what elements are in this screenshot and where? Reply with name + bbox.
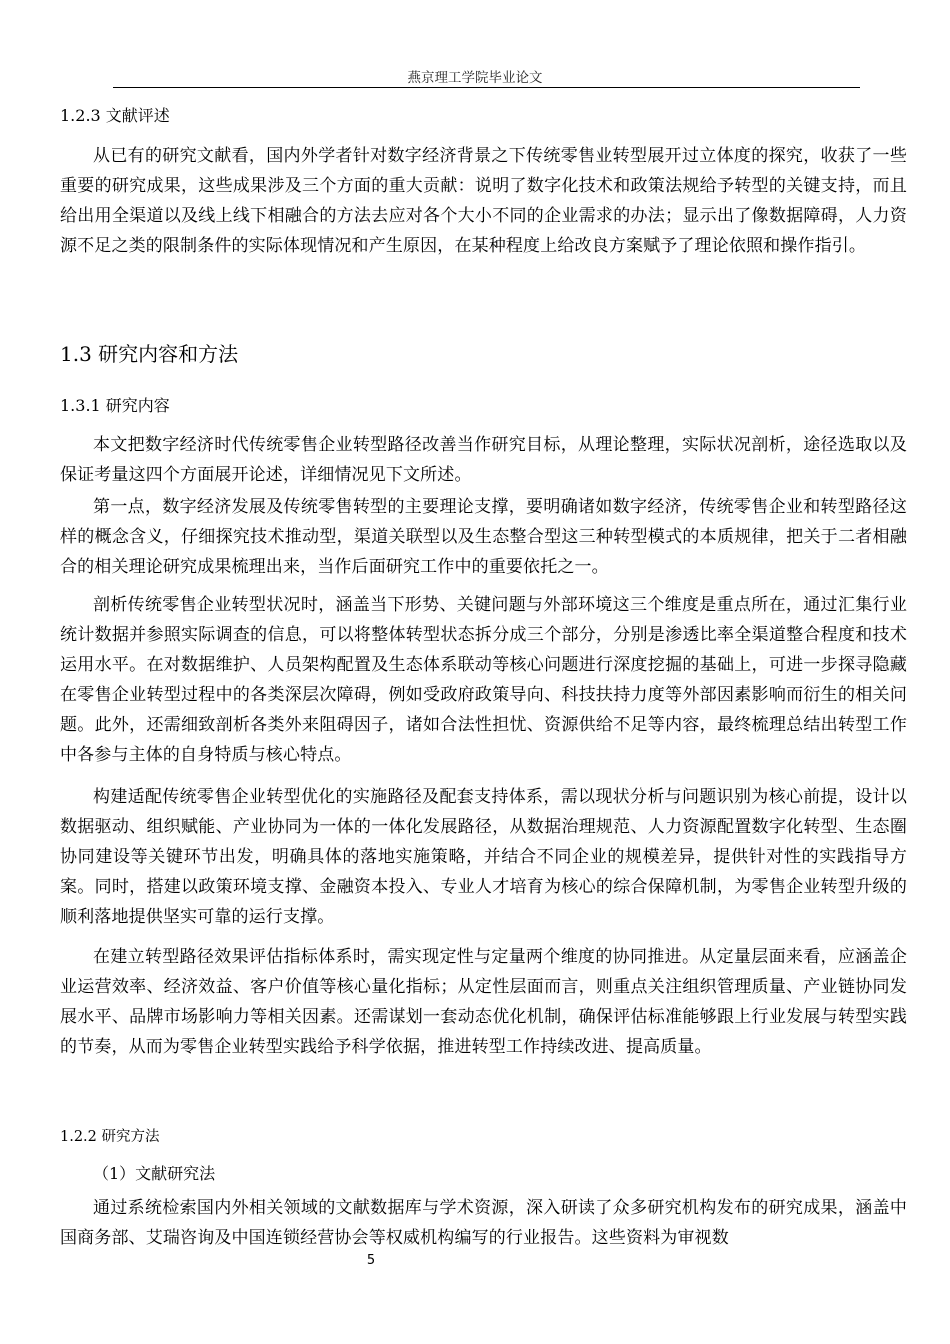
paragraph-content-point-1: 第一点，数字经济发展及传统零售转型的主要理论支撑，要明确诸如数字经济，传统零售企业和转型路径这样的概念含义，仔细探究技术推动型，渠道关联型以及生态整合型这三种转型模式的本质规律，把关于二者相融合的相关理论研究成果梳理出来，当作后面研究工作中的重要依托之一。 <box>60 497 907 577</box>
paragraph-content-point-4: 在建立转型路径效果评估指标体系时，需实现定性与定量两个维度的协同推进。从定量层面来看，应涵盖企业运营效率、经济效益、客户价值等核心量化指标；从定性层面而言，则重点关注组织管理质量、产业链协同发展水平、品牌市场影响力等相关因素。还需谋划一套动态优化机制，确保评估标准能够跟上行业发展与转型实践的节奏，从而为零售企业转型实践给予科学依据，推进转型工作持续改进、提高质量。 <box>60 947 907 1057</box>
header-rule <box>113 87 860 88</box>
section-heading-1-3-1: 1.3.1 研究内容 <box>60 396 170 415</box>
subheading-literature-method: （1）文献研究法 <box>93 1164 216 1183</box>
paragraph-content-intro: 本文把数字经济时代传统零售企业转型路径改善当作研究目标，从理论整理，实际状况剖析，途径选取以及保证考量这四个方面展开论述，详细情况见下文所述。 <box>60 435 907 485</box>
running-header: 燕京理工学院毕业论文 <box>407 70 543 86</box>
paragraph-literature-review: 从已有的研究文献看，国内外学者针对数字经济背景之下传统零售业转型展开过立体度的探究，收获了一些重要的研究成果，这些成果涉及三个方面的重大贡献：说明了数字化技术和政策法规给予转型的关键支持，而且给出用全渠道以及线上线下相融合的方法去应对各个大小不同的企业需求的办法；显示出了像数据障碍，人力资源不足之类的限制条件的实际体现情况和产生原因，在某种程度上给改良方案赋予了理论依照和操作指引。 <box>60 146 907 256</box>
page-number: 5 <box>366 1253 376 1268</box>
paragraph-content-point-2: 剖析传统零售企业转型状况时，涵盖当下形势、关键问题与外部环境这三个维度是重点所在，通过汇集行业统计数据并参照实际调查的信息，可以将整体转型状态拆分成三个部分，分别是渗透比率全渠道整合程度和技术运用水平。在对数据维护、人员架构配置及生态体系联动等核心问题进行深度挖掘的基础上，可进一步探寻隐藏在零售企业转型过程中的各类深层次障碍，例如受政府政策导向、科技扶持力度等外部因素影响而衍生的相关问题。此外，还需细致剖析各类外来阻碍因子，诸如合法性担忧、资源供给不足等内容，最终梳理总结出转型工作中各参与主体的自身特质与核心特点。 <box>60 595 907 765</box>
paragraph-literature-method: 通过系统检索国内外相关领域的文献数据库与学术资源，深入研读了众多研究机构发布的研究成果，涵盖中国商务部、艾瑞咨询及中国连锁经营协会等权威机构编写的行业报告。这些资料为审视数 <box>60 1198 907 1248</box>
section-heading-1-2-2: 1.2.2 研究方法 <box>60 1129 160 1145</box>
section-heading-1-2-3: 1.2.3 文献评述 <box>60 106 170 125</box>
section-heading-1-3: 1.3 研究内容和方法 <box>60 342 239 366</box>
paragraph-content-point-3: 构建适配传统零售企业转型优化的实施路径及配套支持体系，需以现状分析与问题识别为核心前提，设计以数据驱动、组织赋能、产业协同为一体的一体化发展路径，从数据治理规范、人力资源配置数字化转型、生态圈协同建设等关键环节出发，明确具体的落地实施策略，并结合不同企业的规模差异，提供针对性的实践指导方案。同时，搭建以政策环境支撑、金融资本投入、专业人才培育为核心的综合保障机制，为零售企业转型升级的顺利落地提供坚实可靠的运行支撑。 <box>60 787 907 927</box>
